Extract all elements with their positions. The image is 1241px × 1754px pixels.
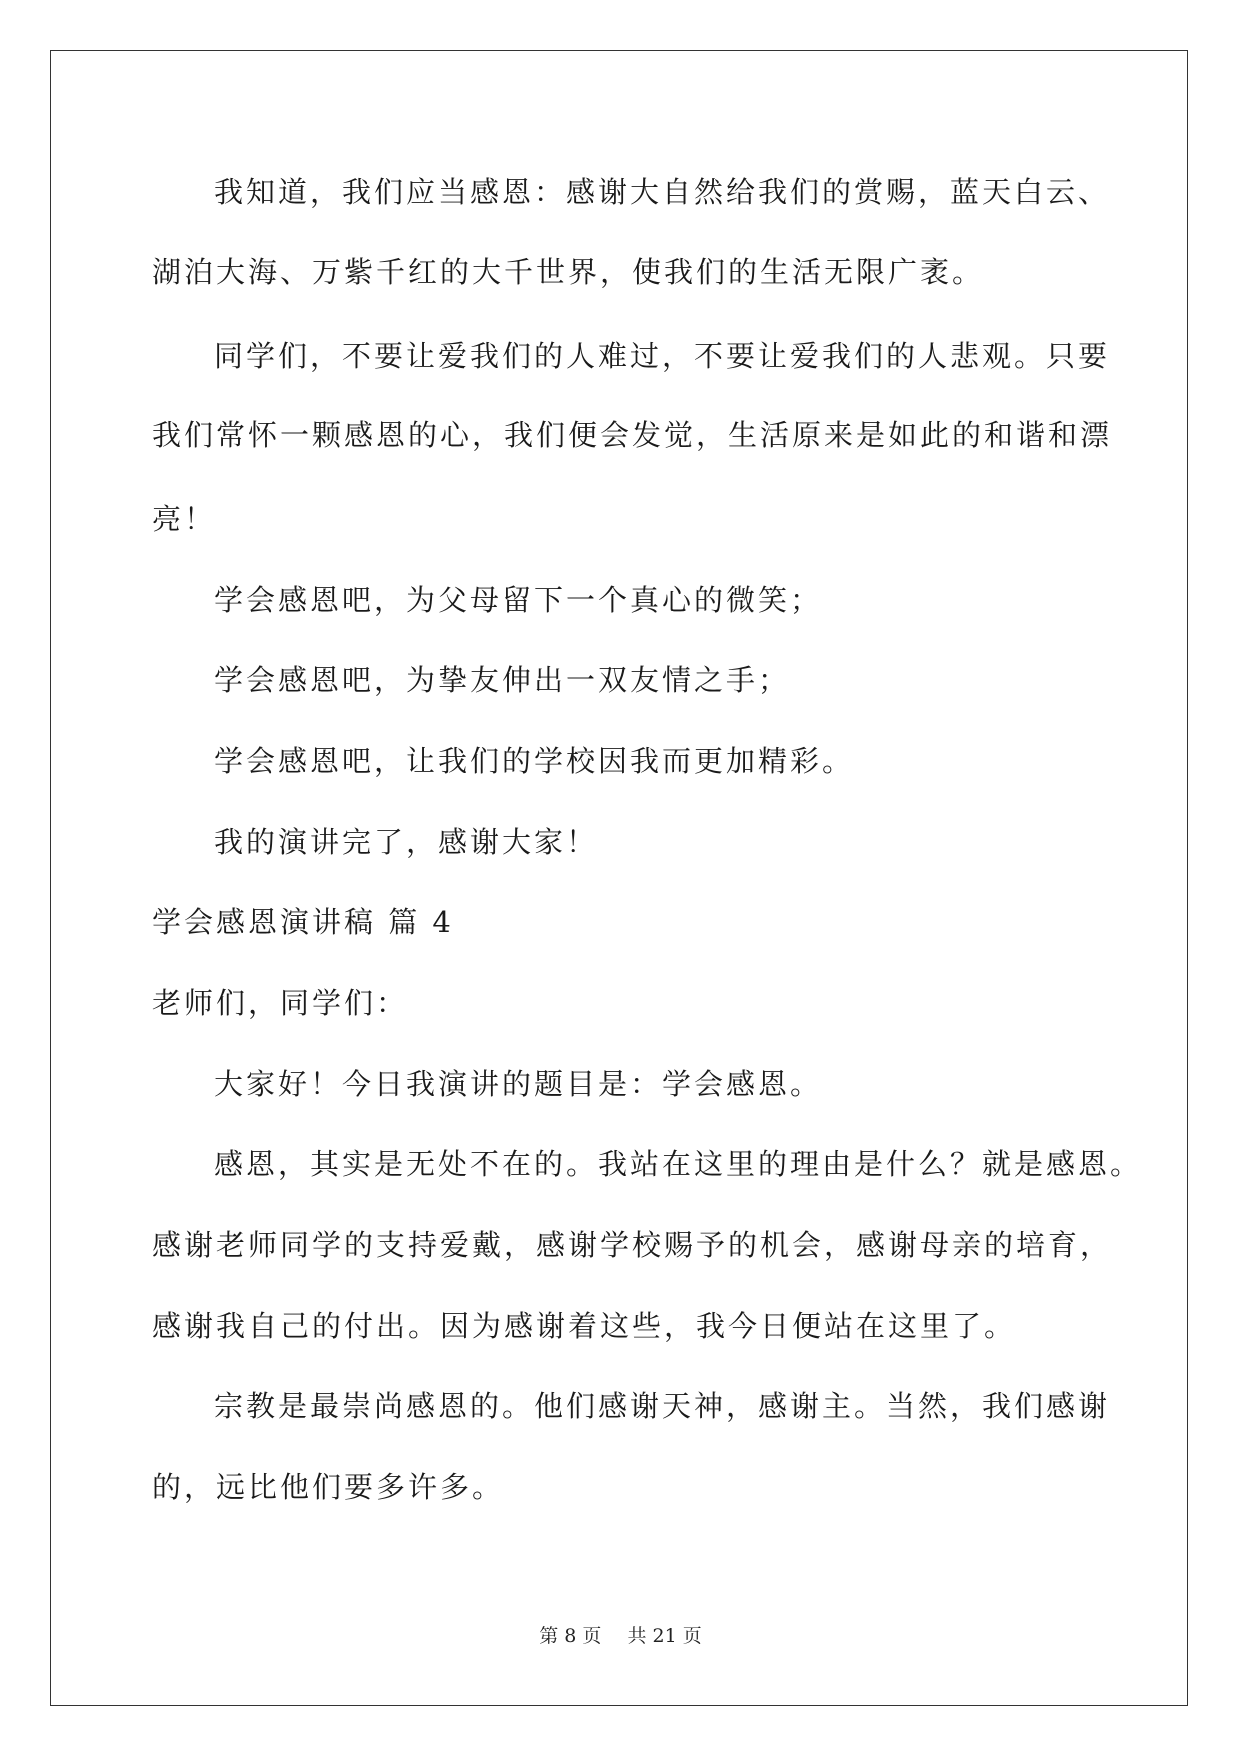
paragraph-line: 学会感恩吧，为挚友伸出一双友情之手； (214, 663, 791, 697)
paragraph-line: 感谢我自己的付出。因为感谢着这些，我今日便站在这里了。 (152, 1309, 1017, 1343)
page-border (50, 50, 1188, 1706)
salutation: 老师们，同学们： (152, 986, 409, 1020)
section-heading: 学会感恩演讲稿 篇 4 (152, 905, 454, 939)
paragraph-line: 湖泊大海、万紫千红的大千世界，使我们的生活无限广袤。 (152, 255, 985, 289)
paragraph-line: 我知道，我们应当感恩：感谢大自然给我们的赏赐，蓝天白云、 (214, 175, 1111, 209)
paragraph-line: 学会感恩吧，为父母留下一个真心的微笑； (214, 583, 823, 617)
paragraph-line: 感恩，其实是无处不在的。我站在这里的理由是什么？就是感恩。 (214, 1147, 1143, 1181)
page-total: 共 21 页 (627, 1625, 702, 1647)
page-footer (0, 1623, 1241, 1649)
paragraph-line: 我的演讲完了，感谢大家！ (214, 825, 599, 859)
page-number: 第 8 页 (539, 1625, 602, 1647)
paragraph-line: 宗教是最崇尚感恩的。他们感谢天神，感谢主。当然，我们感谢 (214, 1389, 1111, 1423)
paragraph-line: 大家好！今日我演讲的题目是：学会感恩。 (214, 1067, 823, 1101)
paragraph-line: 同学们，不要让爱我们的人难过，不要让爱我们的人悲观。只要 (214, 339, 1111, 373)
paragraph-line: 感谢老师同学的支持爱戴，感谢学校赐予的机会，感谢母亲的培育， (152, 1228, 1113, 1262)
paragraph-line: 我们常怀一颗感恩的心，我们便会发觉，生活原来是如此的和谐和漂 (152, 418, 1113, 452)
paragraph-line: 亮！ (152, 502, 217, 536)
paragraph-line: 学会感恩吧，让我们的学校因我而更加精彩。 (214, 744, 855, 778)
paragraph-line: 的，远比他们要多许多。 (152, 1470, 505, 1504)
